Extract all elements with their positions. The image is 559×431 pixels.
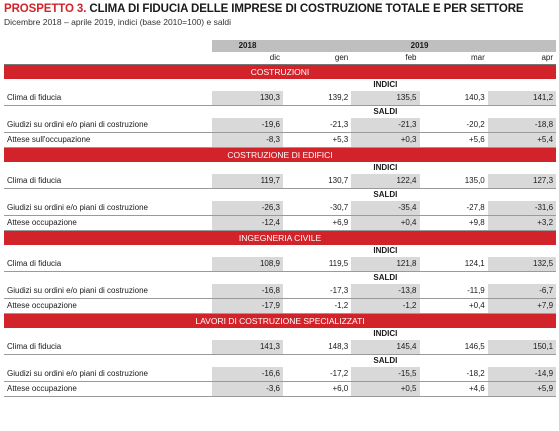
saldi-subheader-row [4, 272, 556, 285]
month-header: gen [283, 52, 351, 65]
clima-di-fiducia-value: 119,7 [212, 174, 283, 189]
indici-subheader-row [4, 79, 556, 91]
attese-occupazione-value: -12,4 [212, 216, 283, 231]
clima-di-fiducia-label: Clima di fiducia [4, 91, 212, 106]
attese-occupazione-label: Attese occupazione [4, 216, 212, 231]
confidence-table [4, 40, 556, 397]
clima-di-fiducia-value: 124,1 [420, 257, 488, 272]
attese-occupazione-label: Attese occupazione [4, 299, 212, 314]
indici-subheader-row [4, 162, 556, 174]
giudizi-ordini-value: -18,2 [420, 367, 488, 382]
clima-di-fiducia-value: 139,2 [283, 91, 351, 106]
saldi-label: SALDI [373, 190, 398, 199]
giudizi-ordini-value: -20,2 [420, 118, 488, 133]
giudizi-ordini-value: -31,6 [488, 201, 556, 216]
attese-occupazione-value: +5,4 [488, 133, 556, 148]
saldi-subheader-row [4, 106, 556, 119]
saldi-label: SALDI [373, 273, 398, 282]
giudizi-ordini-value: -16,8 [212, 284, 283, 299]
month-header-row [4, 52, 556, 65]
giudizi-ordini-row [4, 118, 556, 133]
attese-occupazione-value: +5,3 [283, 133, 351, 148]
title-text: CLIMA DI FIDUCIA DELLE IMPRESE DI COSTRUZIONE TOTALE E PER SETTORE [89, 3, 524, 15]
clima-di-fiducia-value: 132,5 [488, 257, 556, 272]
giudizi-ordini-value: -21,3 [351, 118, 419, 133]
giudizi-ordini-value: -17,2 [283, 367, 351, 382]
attese-occupazione-value: -1,2 [283, 299, 351, 314]
attese-occupazione-value: +6,9 [283, 216, 351, 231]
giudizi-ordini-value: -13,8 [351, 284, 419, 299]
month-header: dic [212, 52, 283, 65]
clima-di-fiducia-value: 140,3 [420, 91, 488, 106]
clima-di-fiducia-row [4, 257, 556, 272]
giudizi-ordini-value: -21,3 [283, 118, 351, 133]
indici-label: INDICI [373, 329, 398, 338]
clima-di-fiducia-row [4, 174, 556, 189]
title-prefix: PROSPETTO 3. [4, 3, 87, 15]
clima-di-fiducia-value: 145,4 [351, 340, 419, 355]
giudizi-ordini-value: -6,7 [488, 284, 556, 299]
section-header-row [4, 148, 556, 163]
giudizi-ordini-label: Giudizi su ordini e/o piani di costruzione [4, 284, 212, 299]
clima-di-fiducia-label: Clima di fiducia [4, 174, 212, 189]
section-header-row [4, 65, 556, 80]
attese-occupazione-value: -3,6 [212, 382, 283, 397]
clima-di-fiducia-value: 146,5 [420, 340, 488, 355]
clima-di-fiducia-label: Clima di fiducia [4, 340, 212, 355]
giudizi-ordini-row [4, 284, 556, 299]
attese-occupazione-value: +0,3 [351, 133, 419, 148]
section-title: COSTRUZIONE DI EDIFICI [4, 148, 556, 163]
clima-di-fiducia-label: Clima di fiducia [4, 257, 212, 272]
attese-occupazione-row [4, 382, 556, 397]
page-subtitle: Dicembre 2018 – aprile 2019, indici (base 2010=100) e saldi [4, 17, 232, 27]
attese-occupazione-row [4, 299, 556, 314]
clima-di-fiducia-value: 135,5 [351, 91, 419, 106]
clima-di-fiducia-value: 150,1 [488, 340, 556, 355]
attese-occupazione-value: +5,9 [488, 382, 556, 397]
attese-occupazione-label: Attese sull'occupazione [4, 133, 212, 148]
clima-di-fiducia-value: 148,3 [283, 340, 351, 355]
attese-occupazione-value: +0,4 [420, 299, 488, 314]
attese-occupazione-value: -1,2 [351, 299, 419, 314]
giudizi-ordini-value: -18,8 [488, 118, 556, 133]
giudizi-ordini-value: -27,8 [420, 201, 488, 216]
attese-occupazione-value: +5,6 [420, 133, 488, 148]
section-title: INGEGNERIA CIVILE [4, 231, 556, 246]
indici-subheader-row [4, 245, 556, 257]
clima-di-fiducia-value: 121,8 [351, 257, 419, 272]
giudizi-ordini-value: -19,6 [212, 118, 283, 133]
attese-occupazione-value: +0,4 [351, 216, 419, 231]
indici-label: INDICI [373, 246, 398, 255]
clima-di-fiducia-value: 119,5 [283, 257, 351, 272]
section-header-row [4, 314, 556, 329]
indici-label: INDICI [373, 163, 398, 172]
clima-di-fiducia-value: 130,3 [212, 91, 283, 106]
giudizi-ordini-value: -30,7 [283, 201, 351, 216]
clima-di-fiducia-value: 122,4 [351, 174, 419, 189]
giudizi-ordini-value: -26,3 [212, 201, 283, 216]
clima-di-fiducia-value: 141,2 [488, 91, 556, 106]
attese-occupazione-value: +7,9 [488, 299, 556, 314]
attese-occupazione-label: Attese occupazione [4, 382, 212, 397]
giudizi-ordini-label: Giudizi su ordini e/o piani di costruzione [4, 201, 212, 216]
clima-di-fiducia-row [4, 340, 556, 355]
attese-occupazione-row [4, 133, 556, 148]
giudizi-ordini-row [4, 367, 556, 382]
clima-di-fiducia-row [4, 91, 556, 106]
attese-occupazione-value: +4,6 [420, 382, 488, 397]
giudizi-ordini-value: -15,5 [351, 367, 419, 382]
giudizi-ordini-value: -11,9 [420, 284, 488, 299]
month-header: mar [420, 52, 488, 65]
clima-di-fiducia-value: 130,7 [283, 174, 351, 189]
section-title: COSTRUZIONI [4, 65, 556, 80]
month-header: apr [488, 52, 556, 65]
giudizi-ordini-value: -16,6 [212, 367, 283, 382]
year-2019-header: 2019 [283, 40, 556, 52]
indici-label: INDICI [373, 80, 398, 89]
page-title [4, 3, 523, 15]
clima-di-fiducia-value: 141,3 [212, 340, 283, 355]
attese-occupazione-value: +0,5 [351, 382, 419, 397]
section-title: LAVORI DI COSTRUZIONE SPECIALIZZATI [4, 314, 556, 329]
saldi-label: SALDI [373, 107, 398, 116]
section-header-row [4, 231, 556, 246]
year-2018-header: 2018 [212, 40, 283, 52]
clima-di-fiducia-value: 108,9 [212, 257, 283, 272]
giudizi-ordini-value: -17,3 [283, 284, 351, 299]
attese-occupazione-row [4, 216, 556, 231]
giudizi-ordini-value: -35,4 [351, 201, 419, 216]
attese-occupazione-value: +6,0 [283, 382, 351, 397]
attese-occupazione-value: +9,8 [420, 216, 488, 231]
attese-occupazione-value: -17,9 [212, 299, 283, 314]
giudizi-ordini-label: Giudizi su ordini e/o piani di costruzione [4, 118, 212, 133]
clima-di-fiducia-value: 127,3 [488, 174, 556, 189]
month-header: feb [351, 52, 419, 65]
year-header-row [4, 40, 556, 52]
giudizi-ordini-label: Giudizi su ordini e/o piani di costruzione [4, 367, 212, 382]
attese-occupazione-value: -8,3 [212, 133, 283, 148]
giudizi-ordini-row [4, 201, 556, 216]
indici-subheader-row [4, 328, 556, 340]
giudizi-ordini-value: -14,9 [488, 367, 556, 382]
saldi-subheader-row [4, 355, 556, 368]
saldi-label: SALDI [373, 356, 398, 365]
saldi-subheader-row [4, 189, 556, 202]
attese-occupazione-value: +3,2 [488, 216, 556, 231]
clima-di-fiducia-value: 135,0 [420, 174, 488, 189]
